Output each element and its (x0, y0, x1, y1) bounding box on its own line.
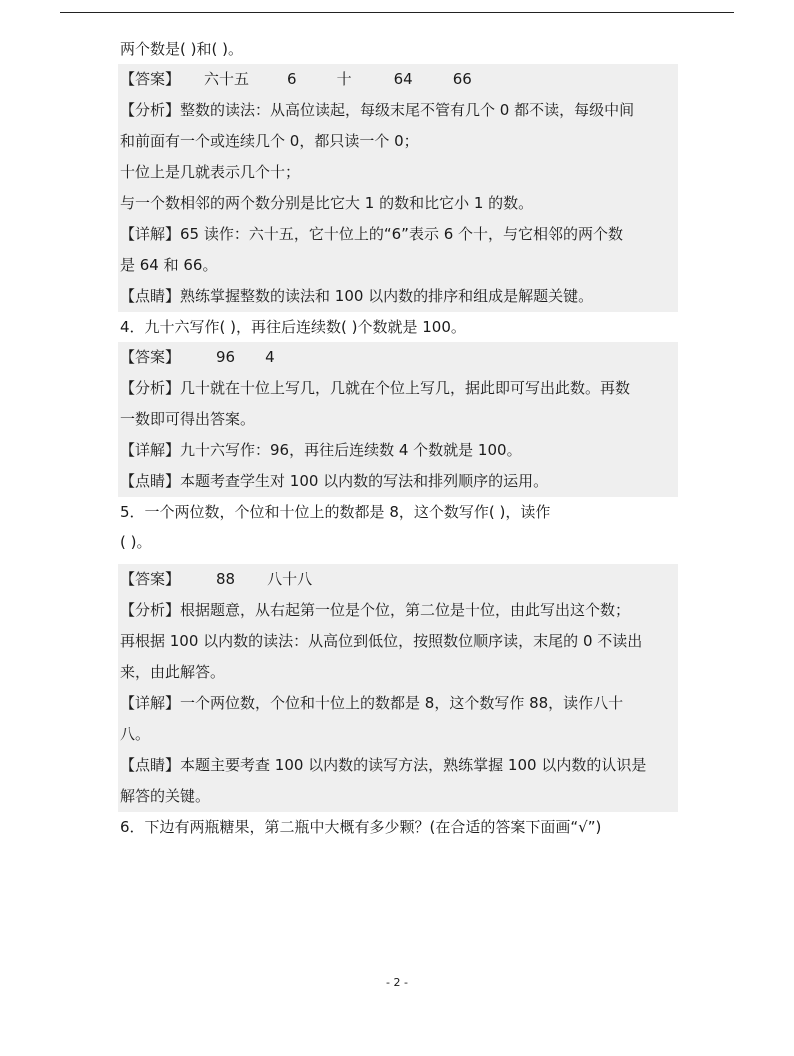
answer-value: 6 (287, 70, 297, 88)
detail-line: 是 64 和 66。 (120, 256, 218, 274)
answer-value: 八十八 (267, 570, 313, 588)
answer-label: 【答案】 (120, 570, 181, 588)
answer-value: 六十五 (204, 70, 250, 88)
header-rule (60, 12, 734, 13)
answer-value: 4 (265, 348, 275, 366)
solution-panel (118, 342, 678, 497)
answer-value: 十 (336, 70, 352, 88)
answer-line (118, 64, 678, 95)
analysis-line: 【分析】整数的读法：从高位读起，每级末尾不管有几个 0 都不读，每级中间 (120, 101, 635, 119)
question-block (118, 312, 678, 497)
dianjing-line: 【点睛】熟练掌握整数的读法和 100 以内数的排序和组成是解题关键。 (120, 287, 594, 305)
analysis-line: 与一个数相邻的两个数分别是比它大 1 的数和比它小 1 的数。 (120, 194, 534, 212)
answer-label: 【答案】 (120, 70, 181, 88)
answer-value: 96 (216, 348, 236, 366)
answer-value: 66 (452, 70, 472, 88)
analysis-line: 和前面有一个或连续几个 0，都只读一个 0； (120, 132, 419, 150)
dianjing-line: 【点睛】本题考查学生对 100 以内数的写法和排列顺序的运用。 (120, 472, 549, 490)
answer-line (118, 564, 678, 595)
question-text: ( )。 (120, 533, 152, 551)
question-block (118, 812, 678, 842)
page-number: - 2 - (386, 976, 408, 989)
answer-line (118, 342, 678, 373)
question-block (118, 497, 678, 812)
solution-panel (118, 64, 678, 312)
document-body (118, 34, 678, 842)
analysis-line: 【分析】根据题意，从右起第一位是个位，第二位是十位，由此写出这个数； (120, 601, 631, 619)
question-text: 两个数是( )和( )。 (120, 40, 243, 58)
answer-label: 【答案】 (120, 348, 181, 366)
question-text: 6．下边有两瓶糖果，第二瓶中大概有多少颗？(在合适的答案下面画“√”) (120, 818, 602, 836)
analysis-line: 十位上是几就表示几个十； (120, 163, 301, 181)
detail-line: 八。 (120, 725, 151, 743)
dianjing-line: 【点睛】本题主要考查 100 以内数的读写方法，熟练掌握 100 以内数的认识是 (120, 756, 647, 774)
detail-line: 【详解】九十六写作：96，再往后连续数 4 个数就是 100。 (120, 441, 522, 459)
answer-value: 88 (216, 570, 236, 588)
question-text: 4．九十六写作( )，再往后连续数( )个数就是 100。 (120, 318, 466, 336)
solution-panel (118, 564, 678, 812)
analysis-line: 一数即可得出答案。 (120, 410, 256, 428)
question-text: 5．一个两位数，个位和十位上的数都是 8，这个数写作( )，读作 (120, 503, 551, 521)
answer-value: 64 (393, 70, 413, 88)
analysis-line: 来，由此解答。 (120, 663, 226, 681)
analysis-line: 【分析】几十就在十位上写几，几就在个位上写几，据此即可写出此数。再数 (120, 379, 631, 397)
question-block (118, 34, 678, 312)
detail-line: 【详解】65 读作：六十五，它十位上的“6”表示 6 个十，与它相邻的两个数 (120, 225, 624, 243)
dianjing-line: 解答的关键。 (120, 787, 211, 805)
detail-line: 【详解】一个两位数，个位和十位上的数都是 8，这个数写作 88，读作八十 (120, 694, 624, 712)
analysis-line: 再根据 100 以内数的读法：从高位到低位，按照数位顺序读，末尾的 0 不读出 (120, 632, 643, 650)
